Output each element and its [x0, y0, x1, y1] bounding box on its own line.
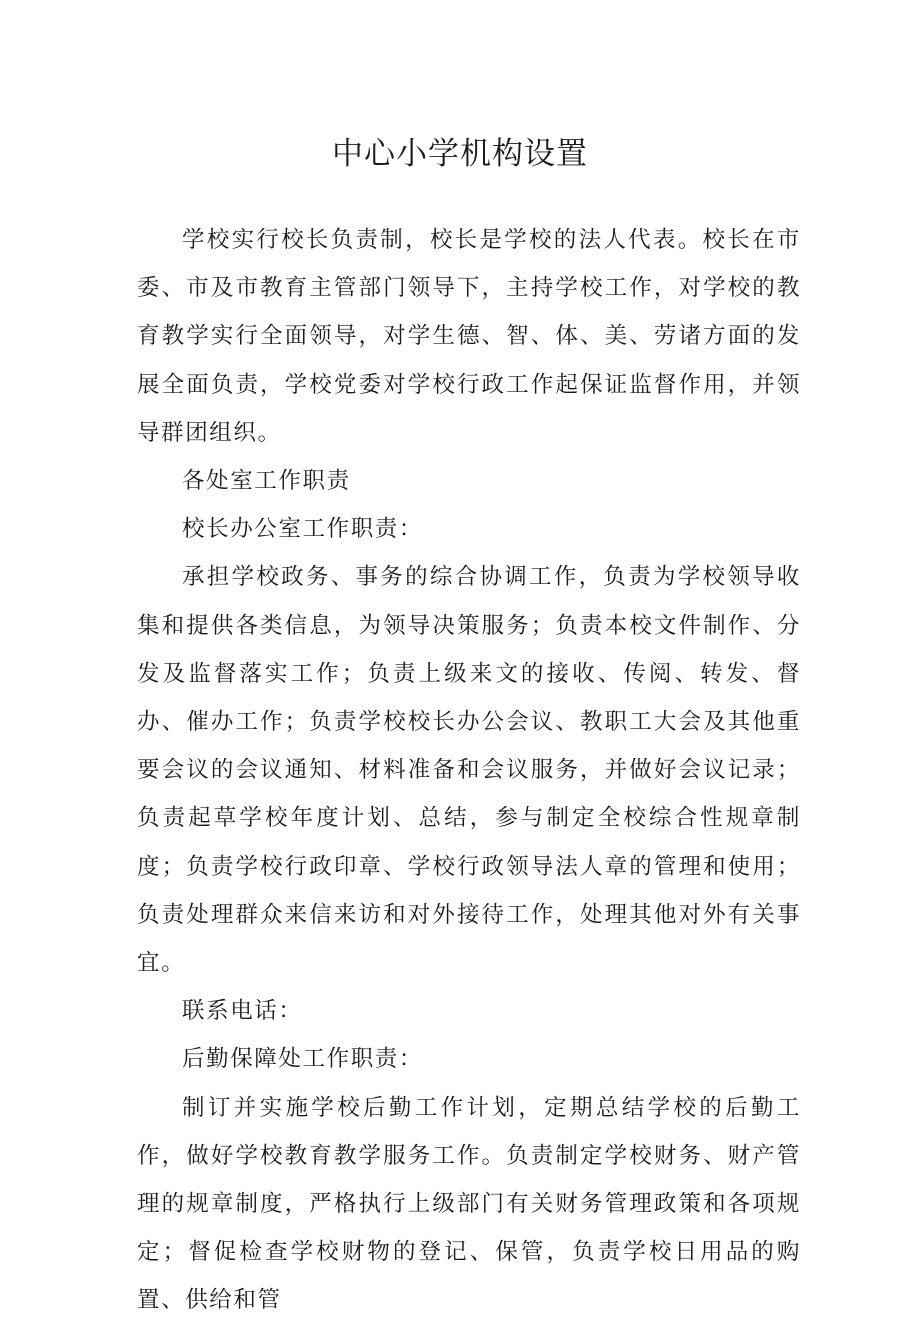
document-title: 中心小学机构设置: [332, 136, 588, 172]
paragraph-principal-responsibility: 学校实行校长负责制，校长是学校的法人代表。校长在市委、市及市教育主管部门领导下，主持学校工作，对学校的教育教学实行全面领导，对学生德、智、体、美、劳诸方面的发展全面负责，学校党委对学校行政工作起保证监督作用，并领导群团组织。: [137, 227, 801, 446]
contact-phone-label: 联系电话：: [182, 998, 303, 1025]
paragraph-logistics-duties: 制订并实施学校后勤工作计划，定期总结学校的后勤工作，做好学校教育教学服务工作。负责制定学校财务、财产管理的规章制度，严格执行上级部门有关财务管理政策和各项规定；督促检查学校财物的登记、保管，负责学校日用品的购置、供给和管: [137, 1094, 801, 1314]
paragraph-principal-office-duties: 承担学校政务、事务的综合协调工作，负责为学校领导收集和提供各类信息，为领导决策服务；负责本校文件制作、分发及监督落实工作；负责上级来文的接收、传阅、转发、督办、催办工作；负责学校校长办公会议、教职工大会及其他重要会议的会议通知、材料准备和会议服务，并做好会议记录；负责起草学校年度计划、总结，参与制定全校综合性规章制度；负责学校行政印章、学校行政领导法人章的管理和使用；负责处理群众来信来访和对外接待工作，处理其他对外有关事宜。: [137, 564, 801, 977]
heading-principal-office: 校长办公室工作职责：: [182, 516, 424, 543]
heading-logistics-office: 后勤保障处工作职责：: [182, 1046, 424, 1073]
document-body: [137, 216, 801, 1325]
heading-office-duties: 各处室工作职责: [182, 468, 351, 495]
